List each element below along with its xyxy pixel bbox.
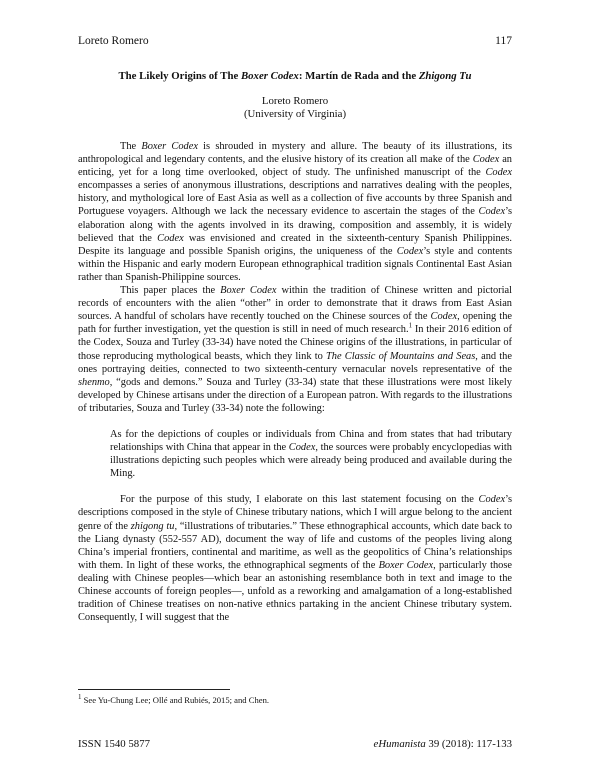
paragraph-3: For the purpose of this study, I elaborate on this last statement focusing on the Codex’s descriptions composed in the style of Chinese tributary nations, which I will argue belong to the ancient genre of the zhigong tu, “illustrations of tributaries.” These ethnographical accounts, which date back to the Liang dynasty (552-557 AD), document the way of life and customs of the peoples living along China’s imperial frontiers, continental and maritime, as well as the geopolitics of China’s relationships with them. In light of these works, the ethnographical segments of the Boxer Codex, particularly those dealing with Chinese peoples—which bear an astonishing resemblance both in text and image to the Chinese accounts of foreign peoples—, unfold as a reworking and amalgamation of a long-established tradition of Chinese treatises on non-native ethnics partaking in the ancient Chinese tributary system. Consequently, I will suggest that the [78, 494, 513, 624]
author-name: Loreto Romero [261, 95, 329, 107]
footnote-ref[interactable]: 1 [408, 321, 413, 330]
footnote-number: 1 [78, 693, 82, 702]
running-header-author: Loreto Romero [78, 35, 149, 47]
footer-issn: ISSN 1540 5877 [78, 738, 150, 750]
footnote: $^1$ See Yu-Chung Lee; Ollé and Rubiés, 2015; and Chen. [78, 693, 270, 705]
footer-citation: eHumanista 39 (2018): 117-133 [373, 738, 512, 750]
author-affiliation: (University of Virginia) [243, 108, 347, 120]
article-title: The Likely Origins of The Boxer Codex: Martín de Rada and the Zhigong Tu [118, 70, 472, 82]
footnote-divider [78, 689, 230, 690]
paragraph-2: This paper places the Boxer Codex within the tradition of Chinese written and pictorial records of encounters with the alien “other” in order to demonstrate that it draws from East Asian sources. A handful of scholars have recently touched on the Chinese sources of the Codex, opening the path for further investigation, yet the question is still in need of much research.$^1$ In their 2016 edition of the Codex, Souza and Turley (33-34) have noted the Chinese origins of the illustrations, in particular of those reproducing mythological beasts, which they link to The Classic of Mountains and Seas, and the ones portraying deities, connected to two sixteenth-century vernacular novels representative of the shenmo, “gods and demons.” Souza and Turley (33-34) state that these illustrations were most likely developed by Chinese artisans under the direction of a European patron. With regards to the illustrations of tributaries, Souza and Turley (33-34) note the following: [78, 285, 512, 414]
byline [78, 95, 512, 121]
block-quote: As for the depictions of couples or individuals from China and from states that had tributary relationships with China that appear in the Codex, the sources were probably encyclopedias with illustrations depicting such peoples which were already being produced and available during the Ming. [110, 428, 512, 480]
paragraph-1: The Boxer Codex is shrouded in mystery and allure. The beauty of its illustrations, its anthropological and legendary contents, and the elusive history of its creation all make of the Codex an enticing, yet for a long time overlooked, object of study. The unfinished manuscript of the Codex encompasses a series of anonymous illustrations, descriptions and narratives dealing with the peoples, history, and mythological lore of East Asia as well as a collection of five accounts by three Spanish and Portuguese voyagers. Although we lack the necessary evidence to ascertain the stages of the Codex’s elaboration along with the agents involved in its drawing, composition and assembly, it is widely believed that the Codex was envisioned and created in the sixteenth-century Spanish Philippines. Despite its language and possible Spanish origins, the uniqueness of the Codex’s style and contents within the Hispanic and early modern European ethnographical tradition signals Continental East Asian rather than Spanish-Philippine sources. [78, 141, 512, 283]
page-number: 117 [495, 35, 512, 47]
article-body [78, 140, 512, 624]
journal-name: eHumanista [373, 738, 426, 750]
